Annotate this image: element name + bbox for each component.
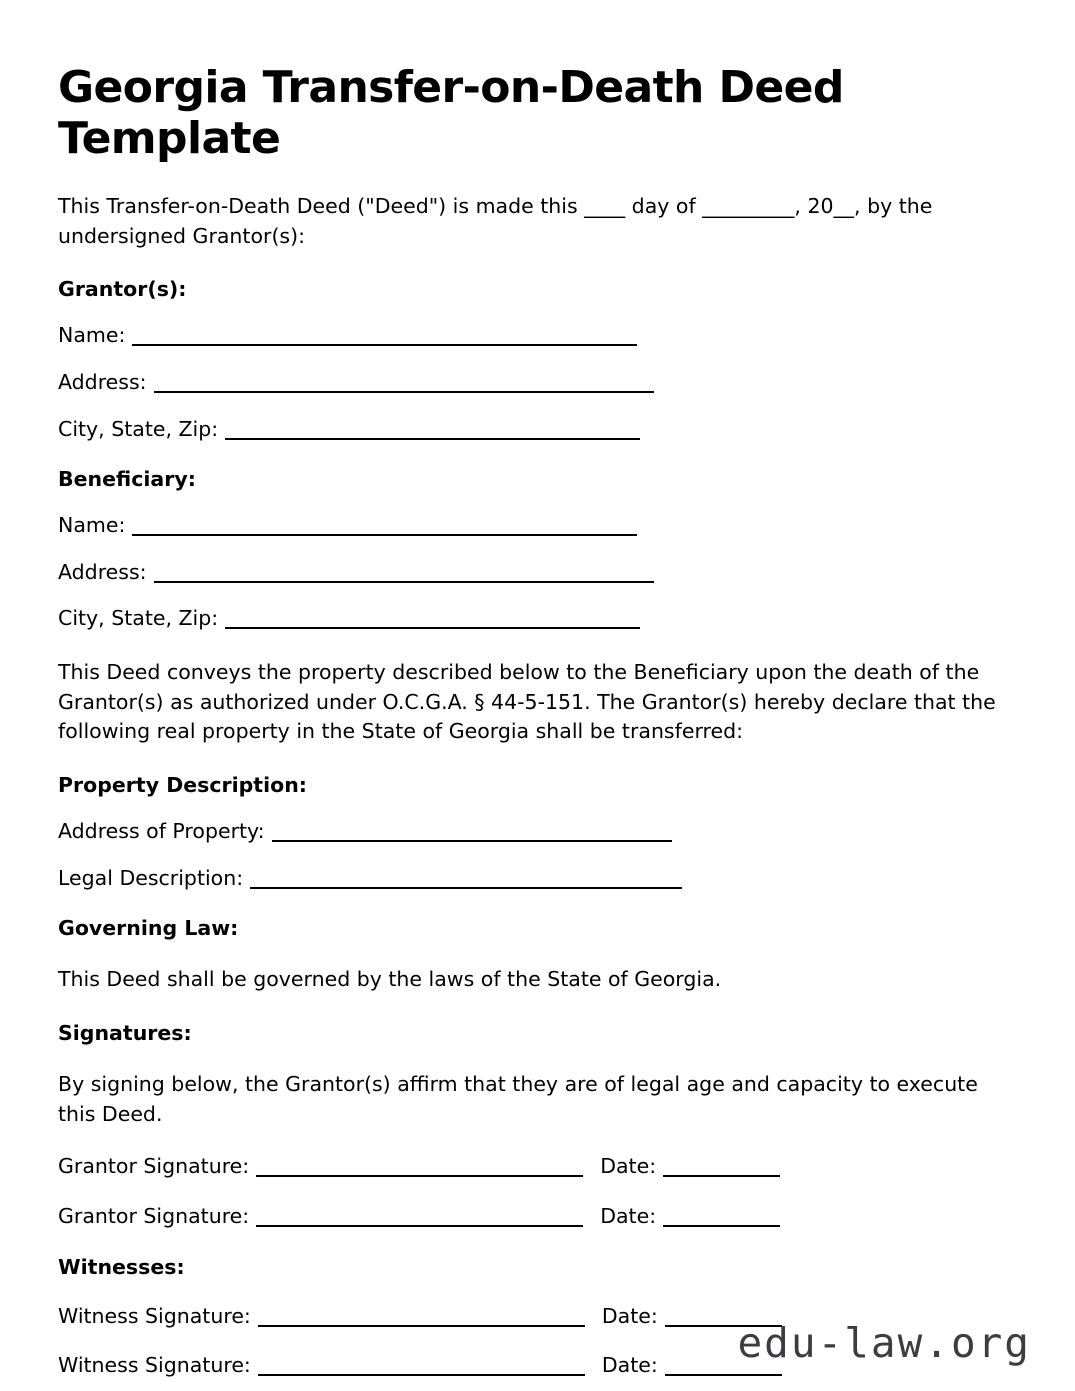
- property-description-heading: Property Description:: [58, 773, 307, 798]
- beneficiary-name-fill-line[interactable]: [132, 533, 637, 536]
- grantor-signature-date-fill-line[interactable]: [663, 1174, 780, 1177]
- grantor-signature-fill-line[interactable]: [256, 1224, 583, 1227]
- witness-signature-date-label: Date:: [601, 1353, 658, 1378]
- witness-signature-fill-line[interactable]: [258, 1324, 585, 1327]
- signatures-paragraph: By signing below, the Grantor(s) affirm that they are of legal age and capacity to execute this Deed.: [58, 1072, 978, 1126]
- signatures-heading: Signatures:: [58, 1021, 192, 1045]
- page-title: Georgia Transfer-on-Death Deed Template: [58, 62, 844, 165]
- governing-law-heading: Governing Law:: [58, 916, 239, 941]
- grantor-name-label: Name:: [58, 323, 126, 348]
- grantor-address-row: [58, 370, 1023, 395]
- intro-paragraph: This Transfer-on-Death Deed ("Deed") is made this ____ day of _________, 20__, by the undersigned Grantor(s):: [58, 193, 933, 248]
- grantor-signature-date-label: Date:: [600, 1154, 657, 1179]
- grantor-address-label: Address:: [58, 369, 147, 394]
- property-address-label: Address of Property:: [58, 819, 265, 844]
- beneficiary-address-label: Address:: [58, 559, 147, 584]
- witnesses-heading: Witnesses:: [58, 1254, 185, 1279]
- beneficiary-city-state-zip-label: City, State, Zip:: [58, 606, 219, 631]
- legal-description-row: [58, 866, 1023, 891]
- beneficiary-name-row: [58, 513, 1023, 538]
- witness-signature-date-fill-line[interactable]: [665, 1373, 782, 1376]
- witness-signature-label: Witness Signature:: [58, 1303, 251, 1328]
- grantor-signature-date-label: Date:: [600, 1204, 657, 1229]
- grantor-name-row: [58, 323, 1023, 348]
- grantor-city-state-zip-row: [58, 417, 1023, 442]
- grantor-city-state-zip-fill-line[interactable]: [225, 437, 640, 440]
- grantor-heading: Grantor(s):: [58, 277, 187, 302]
- beneficiary-address-fill-line[interactable]: [154, 580, 654, 583]
- beneficiary-city-state-zip-fill-line[interactable]: [225, 626, 640, 629]
- beneficiary-city-state-zip-row: [58, 606, 1023, 631]
- conveyance-paragraph: This Deed conveys the property described below to the Beneficiary upon the death of the Grantor(s) as authorized under O.C.G.A. § 44-5-151. The Grantor(s) hereby declare that the following real property in the State of Georgia shall be transferred:: [58, 659, 996, 744]
- grantor-signature-fill-line[interactable]: [256, 1174, 583, 1177]
- footer-watermark: edu-law.org: [737, 1319, 1031, 1367]
- property-address-fill-line[interactable]: [272, 839, 672, 842]
- grantor-city-state-zip-label: City, State, Zip:: [58, 416, 219, 441]
- grantor-signature-row-2: [58, 1204, 1023, 1229]
- witness-signature-date-label: Date:: [601, 1303, 658, 1328]
- witness-signature-fill-line[interactable]: [258, 1373, 585, 1376]
- legal-description-fill-line[interactable]: [250, 886, 682, 889]
- grantor-name-fill-line[interactable]: [132, 343, 637, 346]
- beneficiary-address-row: [58, 560, 1023, 585]
- governing-law-paragraph: This Deed shall be governed by the laws of the State of Georgia.: [58, 967, 722, 992]
- grantor-signature-label: Grantor Signature:: [58, 1204, 250, 1229]
- beneficiary-heading: Beneficiary:: [58, 467, 196, 492]
- property-address-row: [58, 819, 1023, 844]
- grantor-signature-label: Grantor Signature:: [58, 1154, 250, 1179]
- witness-signature-label: Witness Signature:: [58, 1353, 251, 1378]
- grantor-signature-row-1: [58, 1154, 1023, 1179]
- grantor-signature-date-fill-line[interactable]: [663, 1224, 780, 1227]
- legal-description-label: Legal Description:: [58, 865, 244, 890]
- beneficiary-name-label: Name:: [58, 513, 126, 538]
- grantor-address-fill-line[interactable]: [154, 390, 654, 393]
